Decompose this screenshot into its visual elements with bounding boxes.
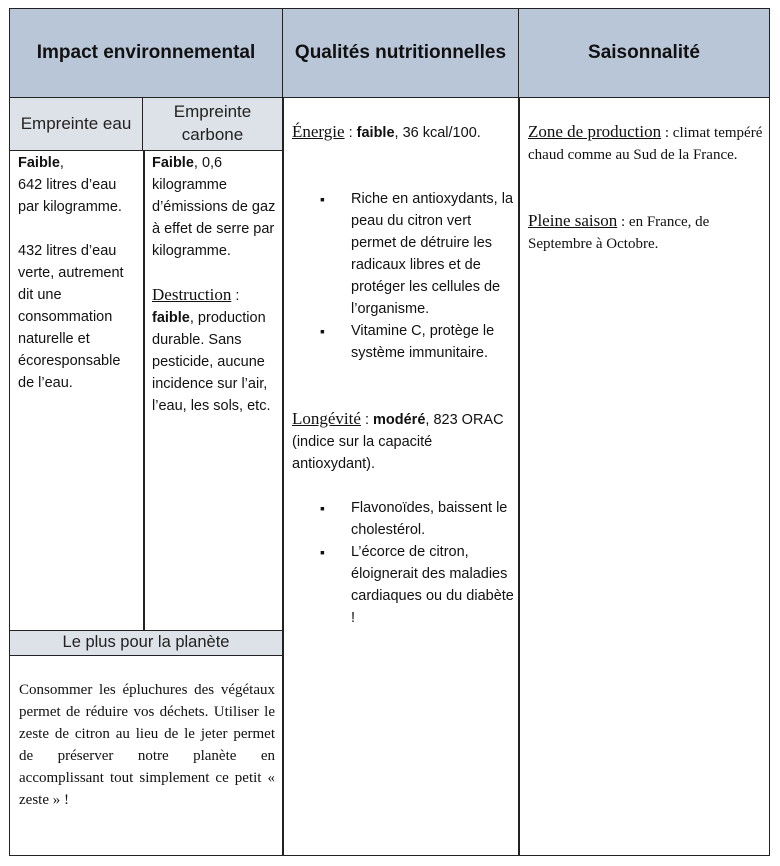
empreinte-carbone-cell xyxy=(152,152,280,417)
destruction-text: , production durable. Sans pesticide, aucune incidence sur l’air, l’eau, les sols, etc. xyxy=(152,310,271,414)
destruction-sep: : xyxy=(231,288,240,304)
energie-line xyxy=(292,121,514,144)
longevite-level: modéré xyxy=(373,412,426,428)
eau-line-2: 432 litres d’eau verte, autrement dit une consommation naturelle et écoresponsable de l’eau. xyxy=(18,243,124,391)
list-item: ▪ Flavonoïdes, baissent le cholestérol. xyxy=(320,497,514,541)
longevite-sep: : xyxy=(360,412,374,428)
energie-sep: : xyxy=(344,125,357,141)
carbone-text: , 0,6 kilogramme d’émissions de gaz à effet de serre par kilogramme. xyxy=(152,155,276,259)
pleine-saison-block xyxy=(528,210,764,255)
longevite-bullet-list xyxy=(320,497,514,629)
header-qualites-nutritionnelles: Qualités nutritionnelles xyxy=(283,9,519,98)
longevite-text: , 823 ORAC (indice sur la capacité antioxydant). xyxy=(292,412,504,472)
energie-level: faible xyxy=(356,125,395,141)
list-item: ▪ Riche en antioxydants, la peau du citron vert permet de détruire les radicaux libres et de protéger les cellules de l’organisme. xyxy=(320,188,514,320)
header-saisonnalite: Saisonnalité xyxy=(519,9,769,98)
subheader-empreinte-carbone: Empreinte carbone xyxy=(143,98,283,151)
empreinte-eau-cell xyxy=(18,152,140,394)
plus-planete-text: Consommer les épluchures des végétaux permet de réduire vos déchets. Utiliser le zeste de citron au lieu de le jeter permet de préserver notre planète en accomplissant tout simplement ce petit « zeste » ! xyxy=(19,682,275,808)
lemon-info-table xyxy=(9,8,770,856)
column-divider xyxy=(282,98,284,855)
plus-planete-header: Le plus pour la planète xyxy=(10,630,283,656)
subheader-empreinte-eau: Empreinte eau xyxy=(10,98,143,151)
destruction-block xyxy=(152,284,280,417)
list-item: ▪ L’écorce de citron, éloignerait des maladies cardiaques ou du diabète ! xyxy=(320,541,514,629)
empreinte-eau-summary: Faible, xyxy=(18,155,64,171)
longevite-line xyxy=(292,408,514,475)
energie-bullet-list xyxy=(320,188,514,364)
zone-production-label: Zone de production xyxy=(528,122,662,141)
saisonnalite-cell xyxy=(528,121,764,255)
longevite-label: Longévité xyxy=(292,409,361,428)
destruction-label: Destruction xyxy=(152,285,232,304)
energie-text: , 36 kcal/100. xyxy=(394,125,481,141)
column-divider xyxy=(518,98,520,855)
header-impact-environnemental: Impact environnemental xyxy=(10,9,283,98)
zone-production-text: : climat tempéré chaud comme au Sud de la France. xyxy=(528,125,763,163)
column-divider xyxy=(143,151,145,630)
destruction-level: faible xyxy=(152,310,190,326)
carbone-level: Faible xyxy=(152,155,194,171)
eau-line-1: 642 litres d’eau par kilogramme. xyxy=(18,177,122,215)
nutrition-cell xyxy=(292,121,514,629)
eau-level: Faible xyxy=(18,155,60,171)
list-item: ▪ Vitamine C, protège le système immunitaire. xyxy=(320,320,514,364)
energie-label: Énergie xyxy=(292,122,345,141)
carbone-summary xyxy=(152,152,280,262)
pleine-saison-text: : en France, de Septembre à Octobre. xyxy=(528,214,710,252)
zone-production-block xyxy=(528,121,764,166)
pleine-saison-label: Pleine saison xyxy=(528,211,618,230)
